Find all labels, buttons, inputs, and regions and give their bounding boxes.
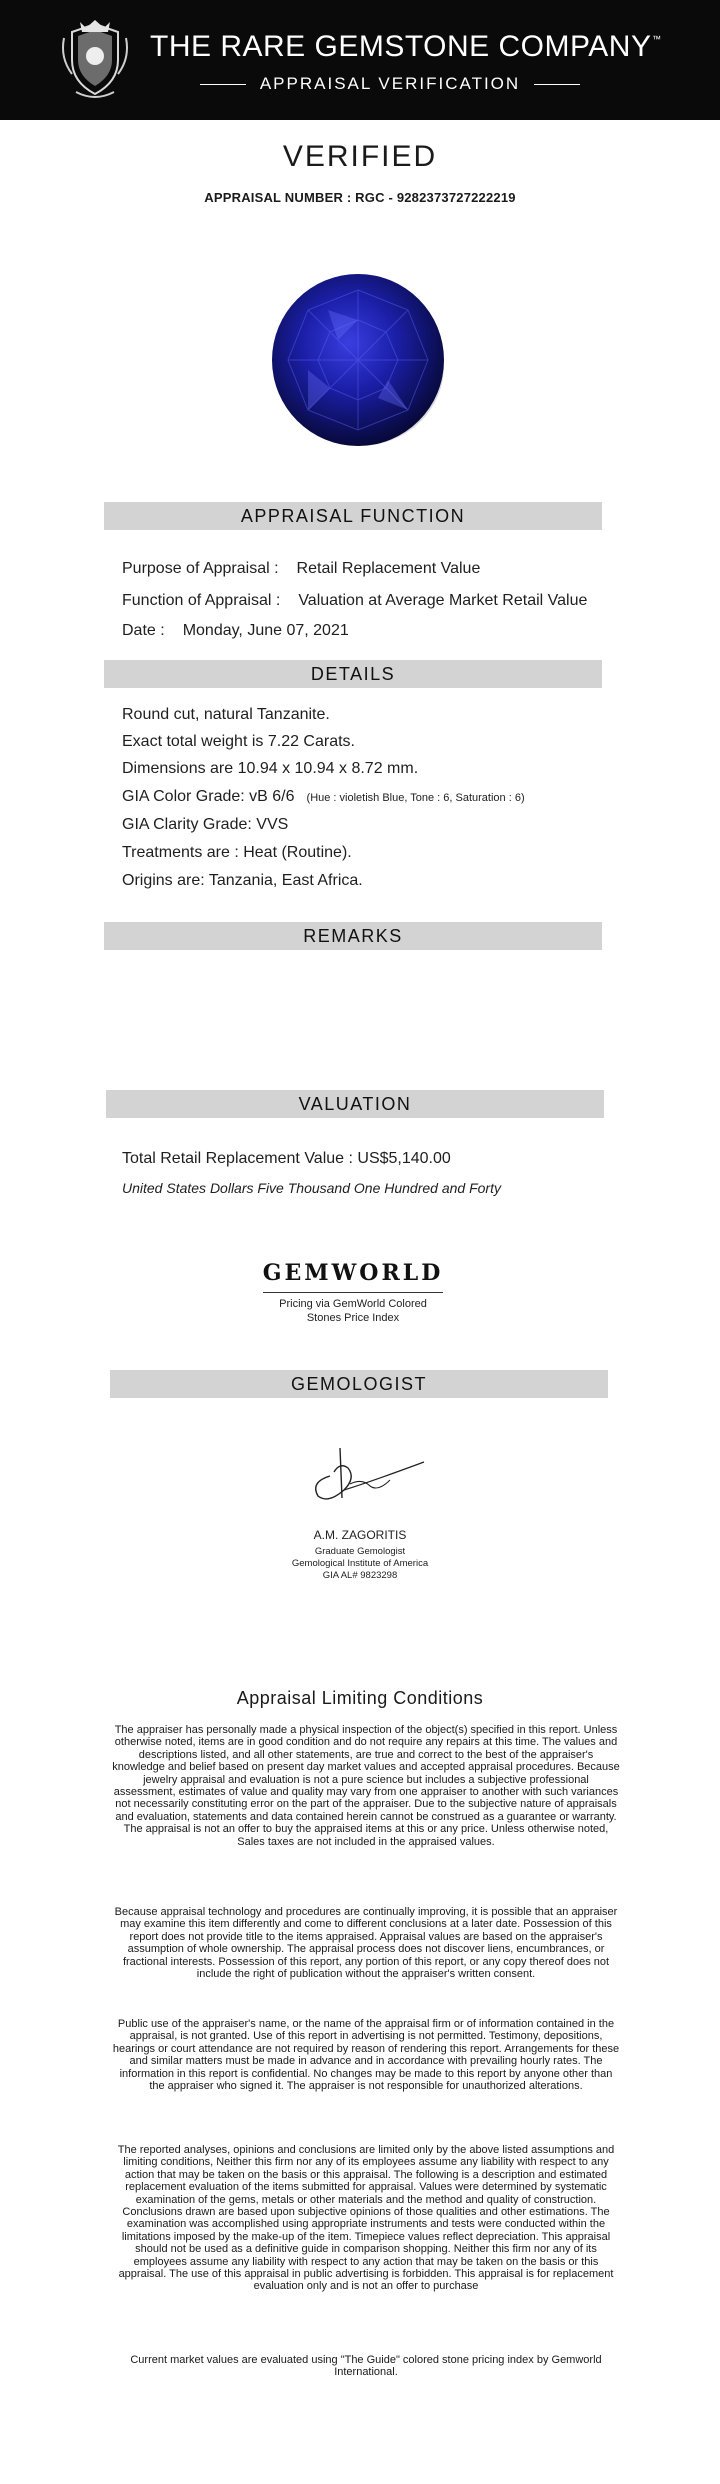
divider: [534, 84, 580, 85]
detail-weight: Exact total weight is 7.22 Carats.: [122, 733, 355, 750]
gemologist-credentials: [240, 1528, 480, 1582]
detail-dimensions: Dimensions are 10.94 x 10.94 x 8.72 mm.: [122, 760, 419, 777]
gemologist-title-1: Graduate Gemologist: [314, 1546, 406, 1557]
gemologist-heading: GEMOLOGIST: [110, 1370, 608, 1398]
function-row: [122, 592, 587, 610]
gemworld-caption-2: Stones Price Index: [306, 1312, 400, 1324]
header-banner: [0, 0, 720, 120]
date-row: [122, 622, 349, 640]
detail-clarity: GIA Clarity Grade: VVS: [122, 816, 289, 833]
divider: [263, 1292, 443, 1293]
detail-treatments: Treatments are : Heat (Routine).: [122, 844, 352, 861]
detail-color-grade: GIA Color Grade: vB 6/6: [122, 788, 295, 805]
gemworld-logo: GEMWORLD: [262, 1260, 444, 1286]
function-value: Valuation at Average Market Retail Value: [298, 592, 588, 609]
detail-color-note: (Hue : violetish Blue, Tone : 6, Saturation : 6): [306, 792, 525, 804]
valuation-total: Total Retail Replacement Value : US$5,140.00: [122, 1150, 451, 1167]
detail-origins: Origins are: Tanzania, East Africa.: [122, 872, 363, 889]
appraisal-number: APPRAISAL NUMBER : RGC - 9282373727222219: [204, 190, 516, 205]
detail-cut: Round cut, natural Tanzanite.: [122, 706, 330, 723]
limiting-conditions-paragraph-5: Current market values are evaluated using "The Guide" colored stone pricing index by Gemworld International.: [130, 2354, 602, 2379]
divider: [200, 84, 246, 85]
limiting-conditions-paragraph-1: The appraiser has personally made a physical inspection of the object(s) specified in this report. Unless otherwise noted, items are in good condition and do not require any repairs at this time. The values and descriptions listed, and all other statements, are true and correct to the best of the appraiser's knowledge and belief based on present day market values and accepted appraisal procedures. Because jewelry appraisal and evaluation is not a pure science but includes a subjective professional assessment, estimates of value and quality may vary from one appraiser to another with such variances not necessarily constituting error on the part of the appraiser. Due to the subjective nature of appraisals and evaluation, statements and data contained herein cannot be construed as a guarantee or warranty. The appraisal is not an offer to buy the appraised items at this or any price. Unless otherwise noted, Sales taxes are not included in the appraised values.: [112, 1724, 620, 1848]
date-label: Date :: [122, 622, 165, 639]
limiting-conditions-paragraph-4: The reported analyses, opinions and conclusions are limited only by the above listed assumptions and limiting conditions, Neither this firm nor any of its employees assume any liability with respect to any action that may be taken on the basis or this appraisal. The following is a description and estimated replacement evaluation of the items submitted for appraisal. Values were determined by systematic examination of the gems, metals or other materials and the method and quality of construction. Conclusions drawn are based upon subjective opinions of those qualities and other estimations. The examination was accomplished using appropriate instruments and tests were conducted within the limitations imposed by the make-up of the item. Timepiece values reflect depreciation. This appraisal should not be used as a definitive guide in comparison shopping. Neither this firm nor any of its employees assume any liability with respect to any action that may be taken on the basis or this appraisal. The use of this appraisal in public advertising is forbidden. This appraisal is for replacement evaluation only and is not an offer to purchase: [117, 2144, 615, 2293]
purpose-row: [122, 560, 480, 578]
purpose-value: Retail Replacement Value: [296, 560, 481, 577]
tanzanite-gem-icon: [268, 270, 448, 450]
gemworld-block: [258, 1260, 448, 1325]
trademark-mark: ™: [652, 34, 661, 44]
gemologist-title-3: GIA AL# 9823298: [322, 1570, 398, 1581]
signature-icon: [300, 1438, 430, 1508]
purpose-label: Purpose of Appraisal :: [122, 560, 279, 577]
header-subtitle-row: [200, 74, 580, 94]
remarks-heading: REMARKS: [104, 922, 602, 950]
detail-color-row: [122, 788, 525, 806]
valuation-heading: VALUATION: [106, 1090, 604, 1118]
date-value: Monday, June 07, 2021: [182, 622, 349, 639]
appraisal-function-heading: APPRAISAL FUNCTION: [104, 502, 602, 530]
header-subtitle: APPRAISAL VERIFICATION: [259, 74, 521, 93]
gemologist-name: A.M. ZAGORITIS: [313, 1528, 407, 1542]
valuation-words: United States Dollars Five Thousand One Hundred and Forty: [122, 1180, 501, 1196]
company-name: THE RARE GEMSTONE COMPANY: [150, 30, 652, 63]
limiting-conditions-paragraph-2: Because appraisal technology and procedures are continually improving, it is possible that an appraiser may examine this item differently and come to different conclusions at a later date. Possession of this report does not provide title to the items appraised. Appraisal values are based on the appraiser's assumption of whole ownership. The appraisal process does not discover liens, encumbrances, or fractional interests. Possession of this report, any portion of this report, or any copy thereof does not include the right of publication without the appraiser's written consent.: [114, 1906, 618, 1981]
limiting-conditions-paragraph-3: Public use of the appraiser's name, or the name of the appraisal firm or of information contained in the appraisal, is not granted. Use of this report in advertising is not permitted. Testimony, depositions, hearings or court attendance are not required by reason of rendering this report. Arrangements for these and similar matters must be made in advance and in accordance with prevailing hourly rates. The information in this report is confidential. No changes may be made to this report by anyone other than the appraiser who signed it. The appraiser is not responsible for unauthorized alterations.: [112, 2018, 620, 2093]
verified-status: VERIFIED: [282, 140, 438, 173]
function-label: Function of Appraisal :: [122, 592, 281, 609]
details-heading: DETAILS: [104, 660, 602, 688]
limiting-conditions-title: Appraisal Limiting Conditions: [236, 1688, 484, 1708]
crest-icon: [56, 18, 134, 100]
gemworld-caption-1: Pricing via GemWorld Colored: [279, 1298, 427, 1310]
gemologist-title-2: Gemological Institute of America: [291, 1558, 429, 1569]
